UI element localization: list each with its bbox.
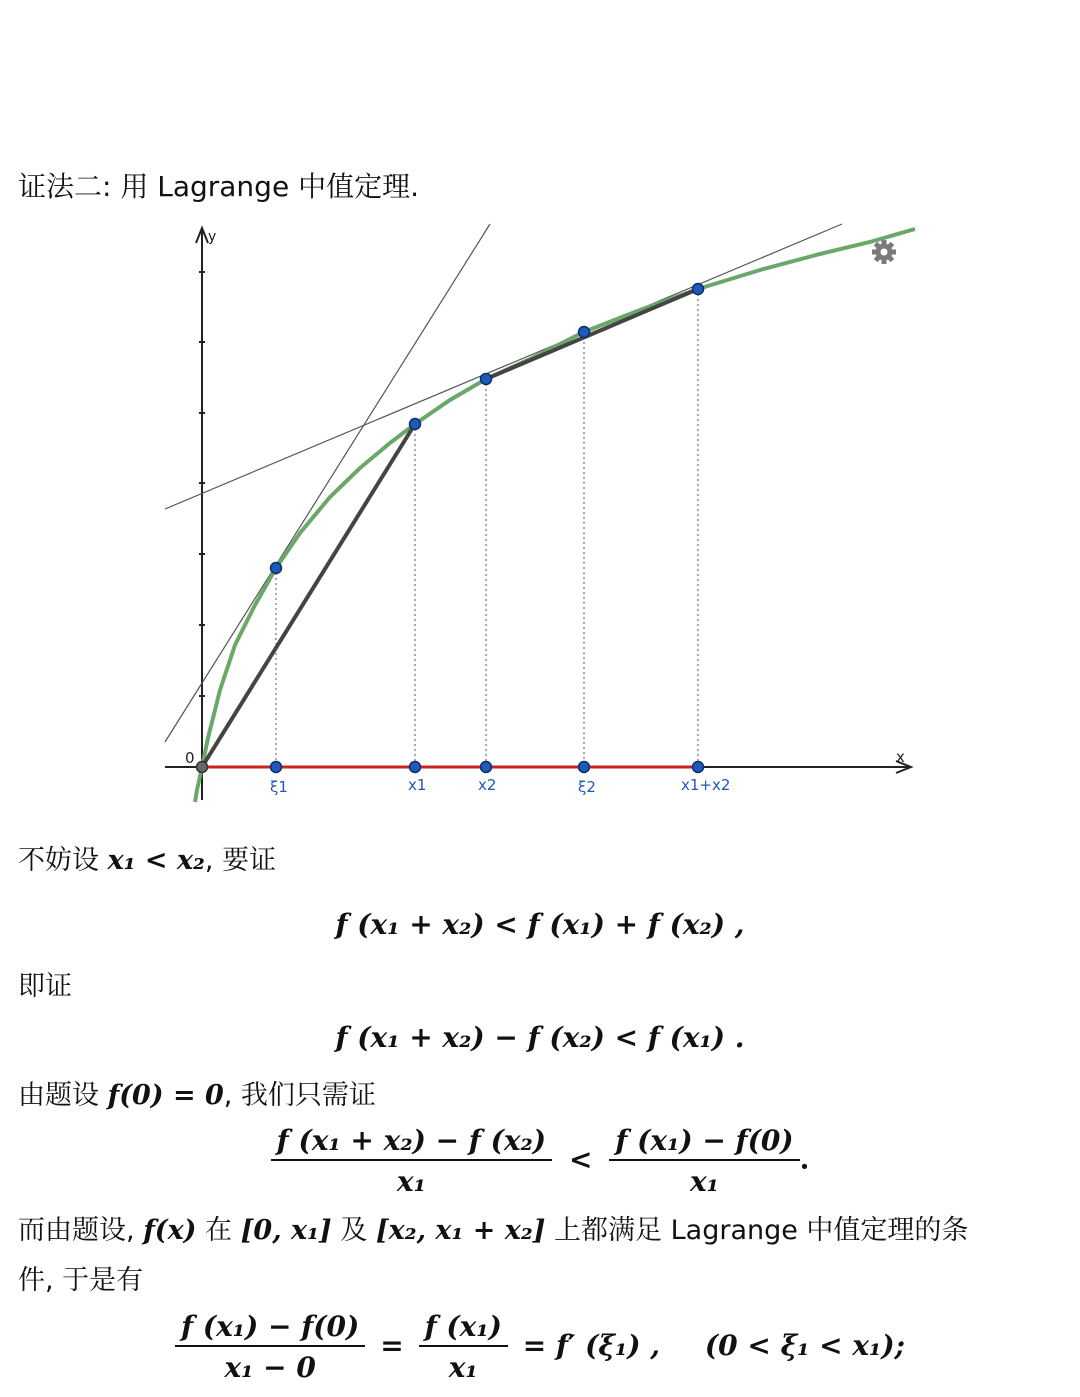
tangent-line-xi1 <box>165 224 490 742</box>
fraction-rhs: $\frac{\text{f (x₁) − f(0)}}{\text{x₁}}$ <box>609 1124 799 1198</box>
tick-label-xi2: ξ2 <box>578 778 596 796</box>
curve-f <box>195 229 915 802</box>
fraction-lhs: $\frac{\text{f (x₁ + x₂) − f (x₂)}}{\text{x₁}}$ <box>271 1124 552 1198</box>
point-origin <box>197 762 208 773</box>
chord-0-x1 <box>202 424 415 767</box>
gear-icon[interactable] <box>872 240 896 264</box>
section-heading: 证法二: 用 Lagrange 中值定理. <box>18 170 419 203</box>
point-x2-axis <box>481 762 492 773</box>
point-x1x2-curve <box>693 284 704 295</box>
tick-label-x2: x2 <box>478 776 497 794</box>
tick-label-xi1: ξ1 <box>270 778 288 796</box>
equation-3: $\frac{\text{f (x₁ + x₂) − f (x₂)}}{\text{x₁}}$ < $\frac{\text{f (x₁) − f(0)}}{\text{x₁}}$ . <box>0 1124 1080 1198</box>
chord-x2-x1x2 <box>486 289 698 379</box>
x-axis-label: x <box>896 748 905 766</box>
point-x1-curve <box>410 419 421 430</box>
point-xi1-curve <box>271 563 282 574</box>
tangent-line-xi2 <box>165 224 842 509</box>
point-x1x2-axis <box>693 762 704 773</box>
equation-2: f (x₁ + x₂) − f (x₂) < f (x₁) . <box>335 1021 745 1054</box>
point-xi1-axis <box>271 762 282 773</box>
fraction-2: $\frac{\text{f (x₁)}}{\text{x₁}}$ <box>419 1310 508 1384</box>
lagrange-graph <box>160 220 920 805</box>
paragraph-4-cont: 件, 于是有 <box>18 1265 144 1296</box>
point-xi2-axis <box>579 762 590 773</box>
point-xi2-curve <box>579 327 590 338</box>
fraction-1: $\frac{\text{f (x₁) − f(0)}}{\text{x₁ − 0}}$ <box>175 1310 365 1384</box>
tick-label-x1: x1 <box>408 776 427 794</box>
paragraph-3: 由题设 f(0) = 0, 我们只需证 <box>18 1080 376 1111</box>
paragraph-4: 而由题设, f(x) 在 [0, x₁] 及 [x₂, x₁ + x₂] 上都满足 Lagrange 中值定理的条 <box>18 1215 969 1246</box>
equation-1: f (x₁ + x₂) < f (x₁) + f (x₂) , <box>335 908 745 941</box>
paragraph-1: 不妨设 x₁ < x₂, 要证 <box>18 845 277 876</box>
tick-label-x1x2: x1+x2 <box>681 776 731 794</box>
point-x1-axis <box>410 762 421 773</box>
paragraph-2: 即证 <box>18 971 72 1002</box>
y-axis-label: y <box>208 229 217 245</box>
point-x2-curve <box>481 374 492 385</box>
equation-4: $\frac{\text{f (x₁) − f(0)}}{\text{x₁ − 0}}$ = $\frac{\text{f (x₁)}}{\text{x₁}}$ = f′ (ξ₁) , (0 < ξ₁ < x₁); <box>0 1310 1080 1384</box>
origin-label: 0 <box>185 749 195 767</box>
